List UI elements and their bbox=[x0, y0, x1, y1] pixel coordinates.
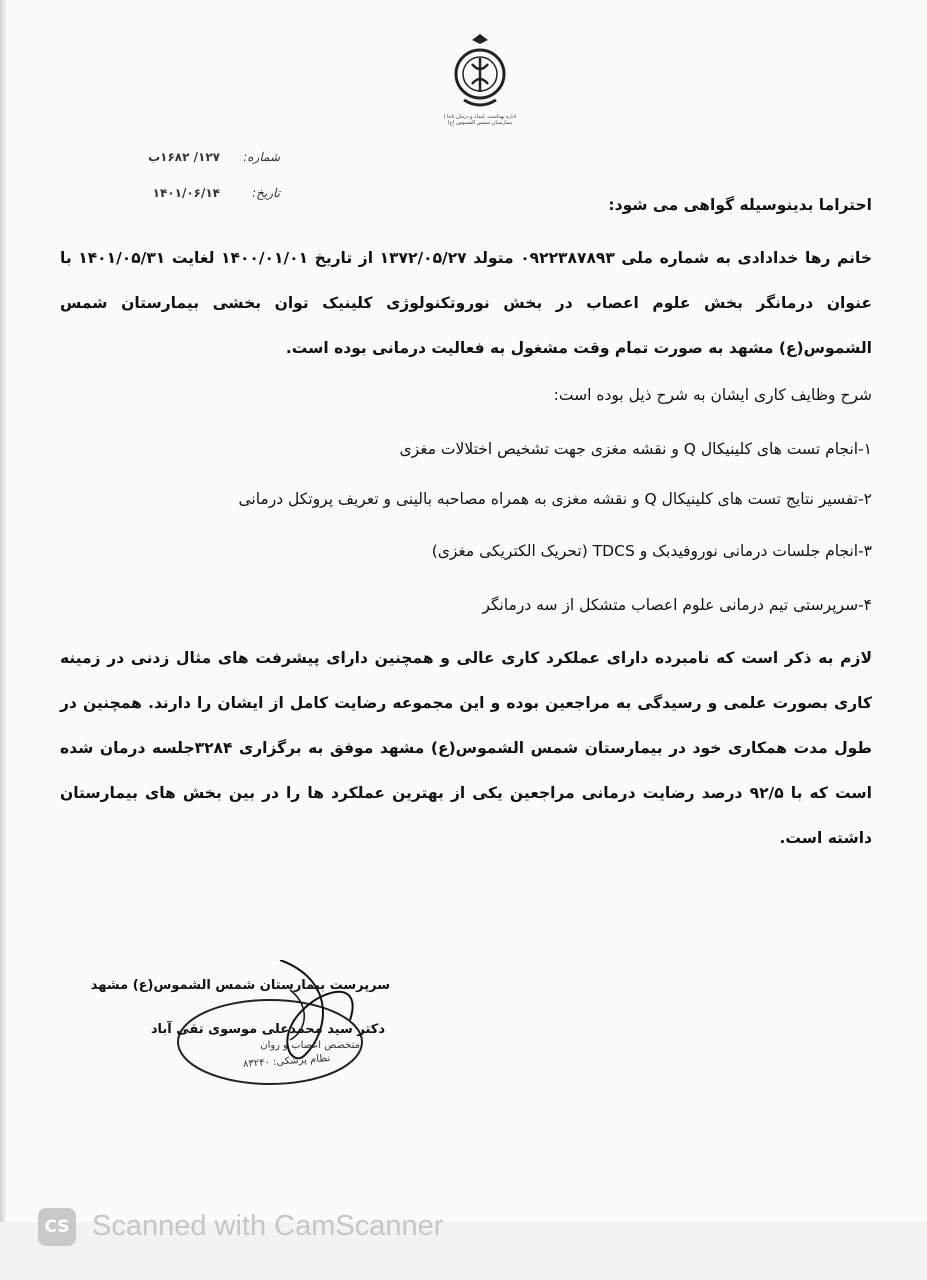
number-value: ۱۲۷/ ۱۶۸۲ب bbox=[148, 150, 220, 164]
date-value: ۱۴۰۱/۰۶/۱۴ bbox=[152, 186, 220, 200]
duty-item-2: ۲-تفسیر نتایج تست های کلینیکال Q و نقشه مغزی به همراه مصاحبه بالینی و تعریف پروتکل درمانی bbox=[238, 490, 872, 508]
signatory-title: سرپرست بیمارستان شمس الشموس(ع) مشهد bbox=[90, 978, 390, 993]
stamp-specialty: متخصص اعصاب و روان bbox=[260, 1040, 360, 1051]
duty-item-1: ۱-انجام تست های کلینیکال Q و نقشه مغزی جهت تشخیص اختلالات مغزی bbox=[399, 440, 872, 458]
stamp-license: نظام پزشکی: ۸۳۲۴۰ bbox=[242, 1052, 331, 1071]
duty-item-3: ۳-انجام جلسات درمانی نوروفیدبک و TDCS (تحریک الکتریکی مغزی) bbox=[431, 542, 872, 560]
letter-number-row bbox=[110, 150, 280, 170]
closing-paragraph: لازم به ذکر است که نامبرده دارای عملکرد کاری عالی و همچنین دارای پیشرفت های مثال زدنی در زمینه کاری بصورت علمی و رسیدگی به مراجعین بوده و این مجموعه رضایت کامل از ایشان را دارند. همچنین در طول مدت همکاری خود در بیمارستان شمس الشموس(ع) مشهد موفق به برگزاری ۳۲۸۴جلسه درمان شده است که با ۹۲/۵ درصد رضایت درمانی مراجعین یکی از بهترین عملکرد ها را در بین بخش های بیمارستان داشته است. bbox=[60, 649, 872, 847]
duties-heading: شرح وظایف کاری ایشان به شرح ذیل بوده است: bbox=[553, 386, 872, 404]
signature-block bbox=[90, 960, 390, 1090]
camscanner-logo-icon: CS bbox=[38, 1208, 76, 1246]
letter-date-row bbox=[110, 186, 280, 206]
signatory-name: دکتر سید محمدعلی موسوی تقی آباد bbox=[150, 1022, 385, 1037]
watermark-text: Scanned with CamScanner bbox=[92, 1210, 444, 1242]
date-label: تاریخ: bbox=[252, 186, 280, 200]
duty-item-4: ۴-سرپرستی تیم درمانی علوم اعصاب متشکل از سه درمانگر bbox=[482, 596, 872, 614]
organization-emblem-icon bbox=[450, 30, 510, 126]
page-edge-shadow bbox=[0, 0, 6, 1280]
intro-paragraph: خانم رها خدادادی به شماره ملی ۰۹۲۲۳۸۷۸۹۳ متولد ۱۳۷۲/۰۵/۲۷ از تاریخ ۱۴۰۰/۰۱/۰۱ لغایت ۱۴۰۱/۰۵/۳۱ با عنوان درمانگر بخش علوم اعصاب در بخش نوروتکنولوژی کلینیک توان بخشی بیمارستان شمس الشموس(ع) مشهد به صورت تمام وقت مشغول به فعالیت درمانی بوده است. bbox=[60, 249, 872, 357]
number-label: شماره: bbox=[243, 150, 280, 164]
salutation: احتراما بدینوسیله گواهی می شود: bbox=[608, 196, 872, 214]
emblem-caption: اداره بهداشت، امداد و درمان ناجا | بیمارستان شمس الشموس (ع) bbox=[443, 114, 517, 126]
